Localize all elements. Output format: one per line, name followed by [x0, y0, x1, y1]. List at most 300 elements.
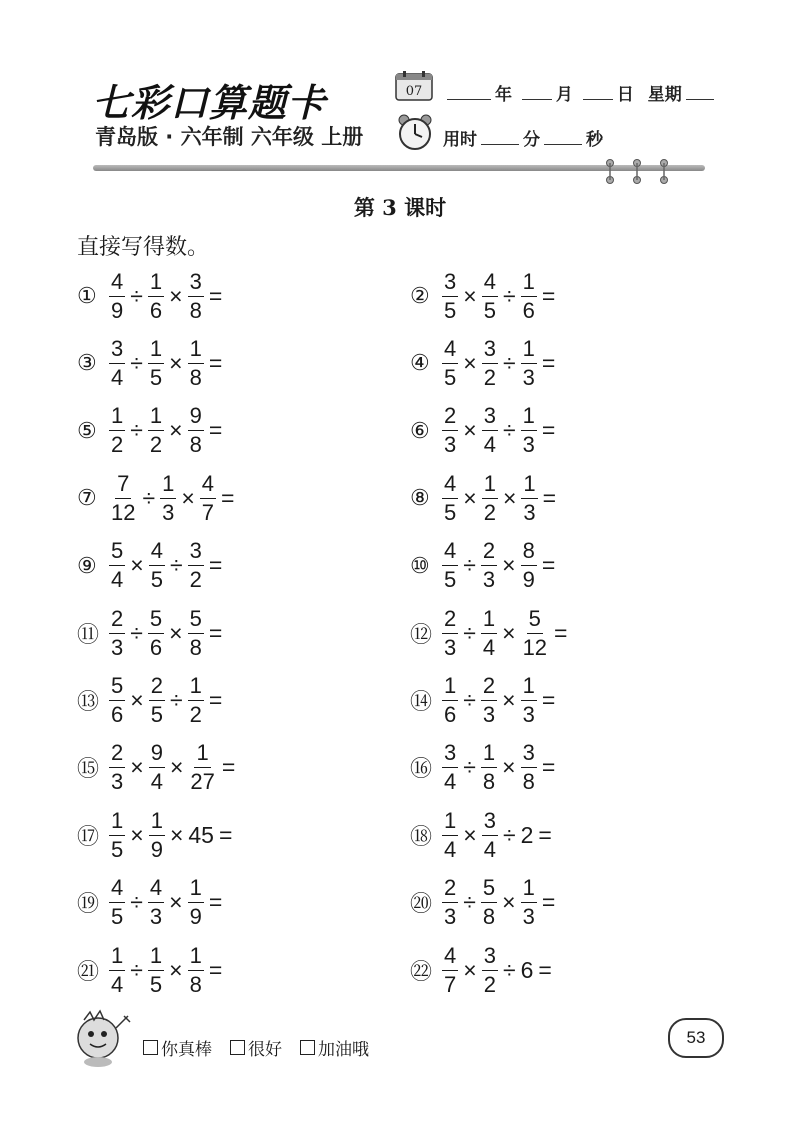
- numerator: 5: [481, 877, 497, 903]
- numerator: 1: [109, 405, 125, 431]
- operator: ÷: [169, 686, 183, 713]
- denominator: 2: [149, 432, 163, 458]
- book-subtitle: 青岛版 · 六年制 六年级 上册: [95, 125, 364, 149]
- operator: =: [208, 889, 223, 916]
- denominator: 9: [522, 567, 535, 593]
- problem-item: [410, 873, 558, 933]
- calendar-icon: [395, 70, 433, 102]
- numerator: 5: [148, 608, 164, 634]
- denominator: 5: [444, 567, 457, 593]
- numerator: 1: [482, 473, 498, 499]
- problem-item: [77, 401, 225, 461]
- operator: ÷: [130, 282, 143, 309]
- denominator: 5: [150, 567, 163, 593]
- numerator: 4: [442, 540, 458, 566]
- problem-number: ⑱: [410, 823, 433, 849]
- fraction: [109, 540, 125, 591]
- numerator: 1: [149, 810, 165, 836]
- denominator: 3: [482, 701, 496, 727]
- operator: ÷: [463, 619, 476, 646]
- rating-checkbox[interactable]: [300, 1040, 315, 1055]
- problem-item: [410, 805, 555, 865]
- denominator: 5: [483, 297, 496, 323]
- fraction: [481, 742, 497, 793]
- integer-operand: 2: [520, 821, 534, 848]
- rating-option[interactable]: [230, 1035, 282, 1060]
- numerator: 3: [188, 271, 204, 297]
- operator: ÷: [463, 552, 476, 579]
- numerator: 2: [149, 675, 165, 701]
- operator: ×: [169, 417, 183, 444]
- operator: ×: [463, 956, 477, 983]
- numerator: 2: [442, 405, 458, 431]
- denominator: 5: [444, 499, 457, 525]
- problem-item: [77, 805, 235, 865]
- operator: ÷: [130, 889, 143, 916]
- denominator: 3: [482, 567, 496, 593]
- denominator: 9: [150, 836, 163, 862]
- operator: =: [538, 821, 552, 848]
- problem-number: ⑯: [410, 756, 433, 782]
- denominator: 12: [522, 634, 548, 660]
- operator: ×: [502, 754, 516, 781]
- second-label: 秒: [586, 130, 603, 150]
- operator: =: [208, 417, 223, 444]
- rating-option[interactable]: [143, 1035, 212, 1060]
- fraction: [160, 470, 176, 525]
- denominator: 5: [150, 701, 163, 727]
- numerator: 1: [109, 810, 125, 836]
- fraction: [482, 335, 498, 390]
- numerator: 4: [442, 338, 458, 364]
- operator: =: [208, 619, 223, 646]
- operator: =: [208, 349, 223, 376]
- denominator: 2: [483, 971, 496, 997]
- problem-number: ⑥: [410, 417, 430, 443]
- problem-item: [77, 603, 225, 663]
- numerator: 1: [521, 271, 537, 297]
- operator: ÷: [502, 417, 516, 444]
- fraction: [521, 672, 537, 727]
- denominator: 5: [111, 904, 124, 930]
- problem-item: [77, 738, 238, 798]
- numerator: 2: [442, 877, 458, 903]
- operator: ÷: [502, 956, 516, 983]
- fraction: [442, 268, 458, 323]
- operator: ×: [502, 889, 516, 916]
- operator: =: [541, 282, 556, 309]
- denominator: 2: [483, 364, 496, 390]
- denominator: 4: [111, 567, 124, 593]
- instruction-text: 直接写得数。: [77, 235, 210, 260]
- denominator: 5: [149, 971, 163, 997]
- problem-number: ②: [410, 283, 430, 308]
- operator: ×: [169, 889, 183, 916]
- day-blank[interactable]: [583, 85, 613, 100]
- problem-number: ⑳: [410, 891, 433, 917]
- fraction: [188, 672, 204, 727]
- time-used-label: 用时: [443, 130, 477, 150]
- numerator: 1: [442, 675, 458, 701]
- numerator: 9: [149, 742, 165, 768]
- page-number: 53: [668, 1018, 724, 1058]
- numerator: 1: [521, 675, 537, 701]
- fraction: [109, 268, 125, 323]
- fraction: [442, 942, 458, 997]
- operator: ×: [463, 417, 477, 444]
- denominator: 27: [190, 769, 215, 795]
- denominator: 4: [150, 769, 163, 795]
- operator: =: [208, 282, 223, 309]
- numerator: 1: [194, 742, 210, 768]
- fraction: [109, 405, 125, 456]
- numerator: 2: [109, 608, 125, 634]
- numerator: 2: [109, 742, 125, 768]
- denominator: 4: [111, 971, 124, 997]
- fraction: [109, 335, 125, 390]
- integer-operand: 45: [188, 821, 214, 848]
- numerator: 1: [188, 877, 204, 903]
- fraction: [521, 742, 537, 793]
- year-blank[interactable]: [447, 85, 491, 100]
- operator: =: [541, 552, 556, 579]
- numerator: 5: [188, 608, 204, 634]
- denominator: 4: [482, 634, 496, 660]
- minute-blank[interactable]: [481, 130, 519, 145]
- bead-decoration-icon: [602, 158, 672, 188]
- operator: ×: [502, 619, 516, 646]
- fraction: [481, 877, 497, 928]
- numerator: 1: [188, 945, 204, 971]
- rating-options: [143, 1035, 369, 1060]
- numerator: 9: [188, 405, 204, 431]
- operator: ×: [130, 754, 144, 781]
- fraction: [481, 672, 497, 727]
- denominator: 9: [189, 904, 202, 930]
- fraction: [109, 470, 137, 525]
- denominator: 3: [162, 499, 175, 525]
- problem-number: ④: [410, 350, 430, 376]
- numerator: 5: [109, 675, 125, 701]
- problem-item: [410, 468, 559, 528]
- operator: ÷: [463, 889, 476, 916]
- denominator: 6: [111, 701, 124, 727]
- fraction: [188, 268, 204, 323]
- numerator: 8: [521, 540, 537, 566]
- fraction: [521, 268, 537, 323]
- fraction: [188, 942, 204, 997]
- problem-number: ⑦: [77, 485, 97, 511]
- denominator: 9: [111, 297, 124, 323]
- problem-item: [77, 333, 225, 393]
- day-label: 日: [616, 85, 634, 105]
- denominator: 3: [523, 499, 536, 525]
- numerator: 4: [148, 877, 164, 903]
- fraction: [149, 540, 165, 591]
- minute-label: 分: [523, 130, 540, 150]
- denominator: 4: [483, 836, 496, 862]
- month-blank[interactable]: [522, 85, 552, 100]
- problem-item: [410, 401, 558, 461]
- fraction: [442, 807, 458, 862]
- mascot-icon: [70, 1008, 135, 1070]
- operator: ×: [130, 821, 144, 848]
- numerator: 1: [148, 945, 164, 971]
- operator: ×: [502, 686, 516, 713]
- operator: ×: [169, 349, 183, 376]
- fraction: [442, 470, 458, 525]
- logo-text: 七彩口算题卡: [92, 80, 327, 125]
- alarm-clock-icon: [396, 113, 434, 151]
- denominator: 4: [111, 364, 124, 390]
- numerator: 2: [481, 540, 497, 566]
- operator: ÷: [502, 349, 516, 376]
- problem-item: [410, 266, 558, 326]
- weekday-label: 星期: [647, 85, 682, 105]
- operator: ×: [181, 484, 195, 511]
- operator: ×: [169, 282, 183, 309]
- denominator: 4: [483, 432, 496, 458]
- denominator: 2: [189, 701, 202, 727]
- numerator: 1: [521, 338, 537, 364]
- fraction: [188, 605, 204, 660]
- numerator: 5: [109, 540, 125, 566]
- denominator: 5: [111, 836, 124, 862]
- fraction: [442, 405, 458, 456]
- denominator: 3: [522, 364, 535, 390]
- fraction: [149, 807, 165, 862]
- denominator: 3: [111, 634, 124, 660]
- rating-checkbox[interactable]: [230, 1040, 245, 1055]
- denominator: 3: [444, 634, 457, 660]
- operator: =: [554, 619, 568, 646]
- denominator: 5: [444, 297, 457, 323]
- operator: =: [541, 754, 556, 781]
- numerator: 2: [481, 675, 497, 701]
- denominator: 6: [444, 701, 457, 727]
- denominator: 2: [483, 499, 496, 525]
- numerator: 3: [482, 810, 498, 836]
- fraction: [482, 405, 498, 456]
- operator: ×: [463, 484, 477, 511]
- fraction: [200, 470, 216, 525]
- fraction: [442, 335, 458, 390]
- denominator: 8: [189, 432, 202, 458]
- numerator: 4: [442, 473, 458, 499]
- fraction: [482, 268, 498, 323]
- operator: ÷: [130, 619, 143, 646]
- operator: =: [221, 484, 235, 511]
- numerator: 1: [481, 742, 497, 768]
- problem-number: ⑬: [77, 688, 100, 714]
- rating-label: 你真棒: [161, 1040, 212, 1060]
- fraction: [188, 742, 216, 793]
- operator: =: [218, 821, 233, 848]
- numerator: 1: [188, 338, 204, 364]
- denominator: 3: [522, 701, 535, 727]
- operator: ×: [169, 956, 183, 983]
- fraction: [482, 470, 498, 525]
- problem-item: [410, 940, 555, 1000]
- numerator: 4: [442, 945, 458, 971]
- fraction: [482, 942, 498, 997]
- fraction: [109, 942, 125, 997]
- fraction: [148, 335, 164, 390]
- problem-item: [77, 266, 225, 326]
- denominator: 3: [149, 904, 163, 930]
- numerator: 3: [109, 338, 125, 364]
- operator: ×: [463, 349, 477, 376]
- problem-number: ①: [77, 283, 97, 308]
- fraction: [149, 742, 165, 793]
- fraction: [442, 605, 458, 660]
- operator: ÷: [130, 417, 143, 444]
- problem-item: [77, 670, 225, 730]
- operator: ÷: [463, 686, 476, 713]
- denominator: 3: [522, 904, 535, 930]
- fraction: [148, 605, 164, 660]
- denominator: 8: [189, 364, 202, 390]
- rating-label: 加油哦: [318, 1040, 369, 1060]
- fraction: [188, 335, 204, 390]
- fraction: [481, 540, 497, 591]
- operator: ×: [463, 282, 477, 309]
- operator: ×: [130, 552, 144, 579]
- operator: =: [221, 754, 236, 781]
- denominator: 3: [522, 432, 535, 458]
- problem-item: [77, 940, 225, 1000]
- fraction: [149, 672, 165, 727]
- fraction: [148, 268, 164, 323]
- problem-number: ⑰: [77, 823, 100, 849]
- operator: ×: [463, 821, 477, 848]
- fraction: [188, 540, 204, 591]
- numerator: 3: [442, 271, 458, 297]
- fraction: [109, 605, 125, 660]
- operator: ÷: [142, 484, 156, 511]
- month-label: 月: [555, 85, 573, 105]
- numerator: 4: [200, 473, 216, 499]
- fraction: [109, 877, 125, 928]
- operator: ×: [169, 754, 184, 781]
- operator: ÷: [130, 956, 143, 983]
- numerator: 3: [482, 338, 498, 364]
- numerator: 1: [481, 608, 497, 634]
- problem-number: ⑭: [410, 688, 433, 714]
- numerator: 3: [188, 540, 204, 566]
- fraction: [521, 335, 537, 390]
- date-line: [443, 80, 718, 105]
- fraction: [521, 540, 537, 591]
- problem-number: ⑧: [410, 485, 430, 511]
- problem-number: ⑩: [410, 552, 430, 578]
- problem-number: ⑲: [77, 891, 100, 917]
- operator: =: [541, 889, 556, 916]
- fraction: [521, 470, 537, 525]
- rating-option[interactable]: [300, 1035, 369, 1060]
- problem-item: [77, 536, 225, 596]
- rating-label: 很好: [248, 1040, 282, 1060]
- operator: ÷: [502, 821, 516, 848]
- denominator: 8: [189, 971, 202, 997]
- denominator: 8: [482, 904, 496, 930]
- problem-number: ㉒: [410, 958, 433, 984]
- numerator: 1: [521, 473, 537, 499]
- fraction: [521, 605, 549, 660]
- second-blank[interactable]: [544, 130, 582, 145]
- problem-item: [77, 468, 237, 528]
- denominator: 6: [149, 634, 163, 660]
- calendar-number: 07: [405, 84, 423, 99]
- fraction: [188, 877, 204, 928]
- fraction: [148, 405, 164, 456]
- numerator: 1: [109, 945, 125, 971]
- time-line: [443, 125, 603, 150]
- rating-checkbox[interactable]: [143, 1040, 158, 1055]
- problem-number: ③: [77, 350, 97, 376]
- operator: ×: [130, 686, 144, 713]
- operator: ÷: [502, 282, 516, 309]
- fraction: [442, 672, 458, 727]
- numerator: 4: [149, 540, 165, 566]
- lesson-title: 第 3 课时: [353, 195, 447, 220]
- denominator: 4: [444, 836, 457, 862]
- operator: =: [208, 956, 223, 983]
- fraction: [481, 605, 497, 660]
- denominator: 4: [444, 769, 457, 795]
- problem-number: ⑪: [77, 621, 100, 647]
- denominator: 12: [111, 499, 136, 525]
- fraction: [148, 942, 164, 997]
- operator: =: [541, 417, 556, 444]
- problem-item: [410, 670, 558, 730]
- numerator: 3: [442, 742, 458, 768]
- numerator: 4: [109, 877, 125, 903]
- operator: ×: [169, 619, 183, 646]
- problem-number: ㉑: [77, 958, 100, 984]
- denominator: 8: [522, 769, 535, 795]
- operator: =: [541, 686, 556, 713]
- numerator: 3: [482, 405, 498, 431]
- fraction: [521, 405, 537, 456]
- fraction: [442, 742, 458, 793]
- denominator: 7: [201, 499, 215, 525]
- numerator: 4: [482, 271, 498, 297]
- numerator: 3: [521, 742, 537, 768]
- problem-number: ⑤: [77, 417, 97, 443]
- fraction: [442, 540, 458, 591]
- denominator: 8: [189, 634, 202, 660]
- operator: =: [208, 686, 223, 713]
- numerator: 3: [482, 945, 498, 971]
- fraction: [109, 807, 125, 862]
- operator: ×: [502, 552, 516, 579]
- operator: =: [542, 484, 557, 511]
- weekday-blank[interactable]: [686, 85, 714, 100]
- denominator: 3: [111, 769, 124, 795]
- problem-number: ⑨: [77, 552, 97, 578]
- fraction: [109, 672, 125, 727]
- denominator: 7: [444, 971, 457, 997]
- problem-item: [410, 333, 558, 393]
- problem-number: ⑫: [410, 621, 433, 647]
- numerator: 1: [148, 338, 164, 364]
- operator: =: [208, 552, 223, 579]
- numerator: 5: [527, 608, 543, 634]
- numerator: 7: [115, 473, 131, 499]
- operator: ÷: [463, 754, 476, 781]
- operator: ÷: [169, 552, 183, 579]
